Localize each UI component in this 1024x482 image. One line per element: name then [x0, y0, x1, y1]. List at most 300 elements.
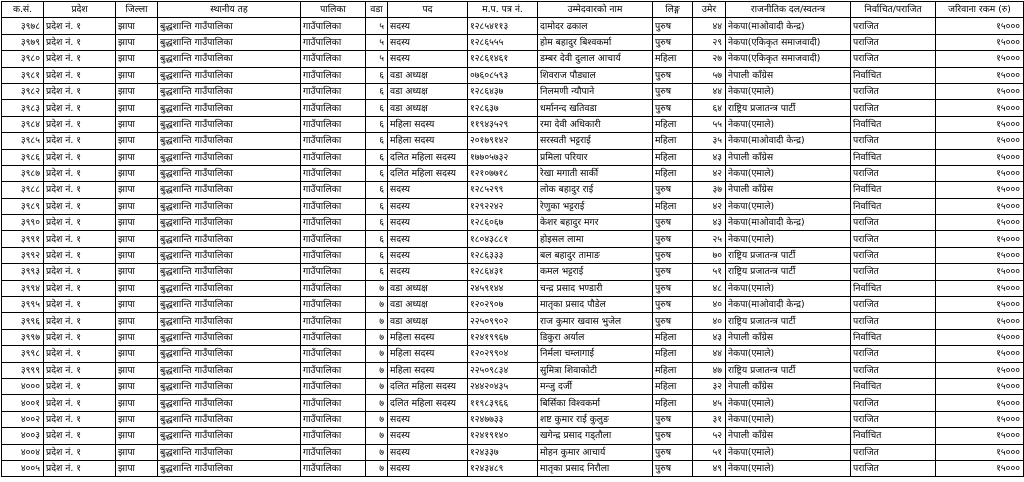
cell-province: प्रदेश नं. १: [44, 346, 116, 362]
cell-serial-number: ४०००: [2, 378, 44, 394]
cell-district: झापा: [116, 444, 158, 460]
cell-district: झापा: [116, 231, 158, 247]
cell-district: झापा: [116, 116, 158, 132]
table-row: [2, 215, 1024, 231]
cell-municipality-type: गाउँपालिका: [301, 329, 366, 345]
cell-ballot-number: १२०२९९०४: [468, 346, 538, 362]
cell-political-party: राष्ट्रिय प्रजातन्त्र पार्टी: [726, 247, 851, 263]
cell-age: २९: [693, 34, 726, 50]
cell-ward: ७: [366, 362, 388, 378]
table-row: [2, 247, 1024, 263]
header-gender: लिङ्ग: [653, 2, 693, 18]
cell-district: झापा: [116, 34, 158, 50]
cell-result: पराजित: [851, 51, 936, 67]
cell-result: पराजित: [851, 231, 936, 247]
cell-district: झापा: [116, 264, 158, 280]
cell-candidate-name: मोहन कुमार आचार्य: [538, 444, 653, 460]
cell-fine-amount: १५०००: [936, 444, 1024, 460]
table-row: [2, 231, 1024, 247]
cell-municipality-type: गाउँपालिका: [301, 34, 366, 50]
cell-result: पराजित: [851, 264, 936, 280]
cell-political-party: नेकपा(एमाले): [726, 198, 851, 214]
cell-serial-number: ३९८८: [2, 182, 44, 198]
cell-political-party: नेपाली काँग्रेस: [726, 428, 851, 444]
cell-province: प्रदेश नं. १: [44, 264, 116, 280]
cell-age: ३२: [693, 378, 726, 394]
cell-result: निर्वाचित: [851, 329, 936, 345]
header-result: निर्वाचित/पराजित: [851, 2, 936, 18]
cell-result: पराजित: [851, 215, 936, 231]
cell-ward: ५: [366, 18, 388, 34]
table-row: [2, 313, 1024, 329]
cell-result: पराजित: [851, 133, 936, 149]
cell-position: सदस्य: [388, 34, 468, 50]
table-row: [2, 83, 1024, 99]
cell-result: निर्वाचित: [851, 67, 936, 83]
table-row: [2, 329, 1024, 345]
cell-municipality-type: गाउँपालिका: [301, 460, 366, 476]
cell-gender: महिला: [653, 149, 693, 165]
cell-serial-number: ३९९३: [2, 264, 44, 280]
cell-age: ४२: [693, 165, 726, 181]
cell-result: पराजित: [851, 34, 936, 50]
cell-position: दलित महिला सदस्य: [388, 165, 468, 181]
cell-age: ३७: [693, 182, 726, 198]
cell-serial-number: ४००२: [2, 411, 44, 427]
cell-political-party: नेकपा(एमाले): [726, 116, 851, 132]
cell-province: प्रदेश नं. १: [44, 297, 116, 313]
cell-local-level: बुद्धशान्ति गाउँपालिका: [158, 378, 301, 394]
cell-ward: ७: [366, 346, 388, 362]
table-row: [2, 395, 1024, 411]
cell-local-level: बुद्धशान्ति गाउँपालिका: [158, 411, 301, 427]
header-fine-amount: जरिवाना रकम (रु): [936, 2, 1024, 18]
cell-ballot-number: १२०२९०७: [468, 297, 538, 313]
cell-position: सदस्य: [388, 444, 468, 460]
cell-local-level: बुद्धशान्ति गाउँपालिका: [158, 182, 301, 198]
cell-municipality-type: गाउँपालिका: [301, 247, 366, 263]
cell-gender: महिला: [653, 116, 693, 132]
cell-result: पराजित: [851, 362, 936, 378]
cell-local-level: बुद्धशान्ति गाउँपालिका: [158, 247, 301, 263]
cell-local-level: बुद्धशान्ति गाउँपालिका: [158, 460, 301, 476]
cell-political-party: नेकपा(एमाले): [726, 280, 851, 296]
cell-municipality-type: गाउँपालिका: [301, 411, 366, 427]
cell-position: दलित महिला सदस्य: [388, 395, 468, 411]
cell-district: झापा: [116, 165, 158, 181]
cell-position: सदस्य: [388, 51, 468, 67]
cell-municipality-type: गाउँपालिका: [301, 362, 366, 378]
cell-fine-amount: १५०००: [936, 428, 1024, 444]
cell-gender: पुरुष: [653, 215, 693, 231]
cell-ballot-number: ११९४३५२९: [468, 116, 538, 132]
cell-municipality-type: गाउँपालिका: [301, 133, 366, 149]
cell-municipality-type: गाउँपालिका: [301, 165, 366, 181]
cell-position: सदस्य: [388, 215, 468, 231]
cell-political-party: नेकपा(माओवादी केन्द्र): [726, 215, 851, 231]
header-district: जिल्ला: [116, 2, 158, 18]
cell-age: ४३: [693, 149, 726, 165]
cell-political-party: नेकपा(एकिकृत समाजवादी): [726, 34, 851, 50]
cell-political-party: नेकपा(एमाले): [726, 395, 851, 411]
cell-local-level: बुद्धशान्ति गाउँपालिका: [158, 280, 301, 296]
cell-district: झापा: [116, 428, 158, 444]
cell-candidate-name: होम बहादुर बिश्वकर्मा: [538, 34, 653, 50]
cell-ballot-number: ११९८३९६६: [468, 395, 538, 411]
cell-district: झापा: [116, 329, 158, 345]
header-political-party: राजनीतिक दल/स्वतन्त्र: [726, 2, 851, 18]
cell-candidate-name: डम्बर देवी दुलाल आचार्य: [538, 51, 653, 67]
cell-ballot-number: २४५९१४४: [468, 280, 538, 296]
cell-serial-number: ३९९८: [2, 346, 44, 362]
table-row: [2, 264, 1024, 280]
cell-position: महिला सदस्य: [388, 329, 468, 345]
cell-result: पराजित: [851, 395, 936, 411]
cell-position: वडा अध्यक्ष: [388, 280, 468, 296]
cell-position: सदस्य: [388, 411, 468, 427]
cell-age: ६४: [693, 100, 726, 116]
cell-result: निर्वाचित: [851, 378, 936, 394]
cell-province: प्रदेश नं. १: [44, 378, 116, 394]
header-row: [2, 2, 1024, 18]
cell-serial-number: ३९८९: [2, 198, 44, 214]
cell-municipality-type: गाउँपालिका: [301, 18, 366, 34]
cell-gender: पुरुष: [653, 18, 693, 34]
cell-candidate-name: लोक बहादुर राई: [538, 182, 653, 198]
cell-province: प्रदेश नं. १: [44, 313, 116, 329]
table-row: [2, 67, 1024, 83]
cell-ward: ६: [366, 247, 388, 263]
cell-serial-number: ३९९०: [2, 215, 44, 231]
cell-fine-amount: १५०००: [936, 67, 1024, 83]
table-row: [2, 297, 1024, 313]
cell-local-level: बुद्धशान्ति गाउँपालिका: [158, 346, 301, 362]
cell-fine-amount: १५०००: [936, 215, 1024, 231]
header-province: प्रदेश: [44, 2, 116, 18]
table-row: [2, 444, 1024, 460]
cell-fine-amount: १५०००: [936, 395, 1024, 411]
cell-ward: ७: [366, 280, 388, 296]
cell-district: झापा: [116, 67, 158, 83]
cell-political-party: नेकपा(एमाले): [726, 165, 851, 181]
cell-municipality-type: गाउँपालिका: [301, 198, 366, 214]
cell-result: निर्वाचित: [851, 182, 936, 198]
cell-ballot-number: १२४१९१४०: [468, 428, 538, 444]
cell-position: सदस्य: [388, 264, 468, 280]
cell-local-level: बुद्धशान्ति गाउँपालिका: [158, 297, 301, 313]
cell-ballot-number: १७७०५७३२: [468, 149, 538, 165]
table-body: [2, 18, 1024, 477]
cell-political-party: नेपाली काँग्रेस: [726, 378, 851, 394]
cell-result: पराजित: [851, 444, 936, 460]
cell-municipality-type: गाउँपालिका: [301, 346, 366, 362]
cell-serial-number: ३९९५: [2, 297, 44, 313]
cell-result: पराजित: [851, 411, 936, 427]
cell-fine-amount: १५०००: [936, 116, 1024, 132]
cell-local-level: बुद्धशान्ति गाउँपालिका: [158, 198, 301, 214]
cell-result: निर्वाचित: [851, 149, 936, 165]
cell-local-level: बुद्धशान्ति गाउँपालिका: [158, 116, 301, 132]
cell-candidate-name: निलमणी न्यौपाने: [538, 83, 653, 99]
cell-position: महिला सदस्य: [388, 346, 468, 362]
cell-fine-amount: १५०००: [936, 411, 1024, 427]
cell-candidate-name: सरस्वती भट्टराई: [538, 133, 653, 149]
cell-position: महिला सदस्य: [388, 362, 468, 378]
table-row: [2, 100, 1024, 116]
cell-result: पराजित: [851, 297, 936, 313]
table-row: [2, 378, 1024, 394]
cell-district: झापा: [116, 100, 158, 116]
cell-result: पराजित: [851, 100, 936, 116]
cell-candidate-name: धर्मानन्द खतिवडा: [538, 100, 653, 116]
cell-ballot-number: १८०४३८८१: [468, 231, 538, 247]
cell-ballot-number: २२५०९८३४: [468, 362, 538, 378]
cell-political-party: नेपाली काँग्रेस: [726, 67, 851, 83]
cell-candidate-name: चन्द्र प्रसाद भण्डारी: [538, 280, 653, 296]
cell-result: पराजित: [851, 247, 936, 263]
cell-ballot-number: २२५०९९०२: [468, 313, 538, 329]
cell-district: झापा: [116, 215, 158, 231]
cell-fine-amount: १५०००: [936, 460, 1024, 476]
cell-ballot-number: १२८५२९९: [468, 182, 538, 198]
cell-serial-number: ३९८५: [2, 133, 44, 149]
header-ballot-number: म.प. पत्र नं.: [468, 2, 538, 18]
cell-candidate-name: मातृका प्रसाद पौडेल: [538, 297, 653, 313]
cell-district: झापा: [116, 346, 158, 362]
candidate-results-table: [1, 1, 1024, 477]
cell-gender: महिला: [653, 378, 693, 394]
cell-district: झापा: [116, 182, 158, 198]
cell-political-party: नेपाली काँग्रेस: [726, 182, 851, 198]
cell-age: ४०: [693, 313, 726, 329]
cell-result: पराजित: [851, 18, 936, 34]
header-candidate-name: उम्मेदवारको नाम: [538, 2, 653, 18]
cell-candidate-name: डिकुरा अर्याल: [538, 329, 653, 345]
cell-local-level: बुद्धशान्ति गाउँपालिका: [158, 264, 301, 280]
cell-result: पराजित: [851, 83, 936, 99]
cell-gender: पुरुष: [653, 67, 693, 83]
cell-municipality-type: गाउँपालिका: [301, 395, 366, 411]
table-row: [2, 133, 1024, 149]
cell-fine-amount: १५०००: [936, 182, 1024, 198]
cell-position: सदस्य: [388, 18, 468, 34]
cell-age: ५७: [693, 67, 726, 83]
cell-district: झापा: [116, 460, 158, 476]
cell-ballot-number: १२४३४८९: [468, 460, 538, 476]
cell-local-level: बुद्धशान्ति गाउँपालिका: [158, 83, 301, 99]
cell-serial-number: ३९८०: [2, 51, 44, 67]
cell-position: वडा अध्यक्ष: [388, 83, 468, 99]
cell-gender: पुरुष: [653, 313, 693, 329]
cell-political-party: नेकपा(एमाले): [726, 460, 851, 476]
cell-ward: ६: [366, 165, 388, 181]
cell-serial-number: ३९७८: [2, 18, 44, 34]
cell-position: वडा अध्यक्ष: [388, 313, 468, 329]
cell-ward: ७: [366, 378, 388, 394]
cell-municipality-type: गाउँपालिका: [301, 215, 366, 231]
cell-district: झापा: [116, 51, 158, 67]
cell-position: सदस्य: [388, 182, 468, 198]
cell-political-party: नेपाली काँग्रेस: [726, 329, 851, 345]
cell-fine-amount: १५०००: [936, 346, 1024, 362]
cell-political-party: नेकपा(एमाले): [726, 411, 851, 427]
cell-age: ४३: [693, 215, 726, 231]
cell-candidate-name: सुमित्रा शिवाकोटी: [538, 362, 653, 378]
cell-gender: महिला: [653, 51, 693, 67]
table-row: [2, 165, 1024, 181]
cell-local-level: बुद्धशान्ति गाउँपालिका: [158, 362, 301, 378]
cell-candidate-name: मन्जु दर्जी: [538, 378, 653, 394]
cell-ward: ६: [366, 215, 388, 231]
cell-local-level: बुद्धशान्ति गाउँपालिका: [158, 51, 301, 67]
table-row: [2, 198, 1024, 214]
cell-position: दलित महिला सदस्य: [388, 378, 468, 394]
cell-province: प्रदेश नं. १: [44, 411, 116, 427]
cell-candidate-name: रेणुका भट्टराई: [538, 198, 653, 214]
cell-position: सदस्य: [388, 198, 468, 214]
cell-ballot-number: १२८६४३१: [468, 264, 538, 280]
table-row: [2, 362, 1024, 378]
cell-age: ४९: [693, 460, 726, 476]
cell-serial-number: ३९९२: [2, 247, 44, 263]
cell-candidate-name: रमा देवी अधिकारी: [538, 116, 653, 132]
cell-candidate-name: शष्ट कुमार राई कुलुङ: [538, 411, 653, 427]
cell-gender: पुरुष: [653, 100, 693, 116]
cell-position: वडा अध्यक्ष: [388, 100, 468, 116]
cell-political-party: राष्ट्रिय प्रजातन्त्र पार्टी: [726, 362, 851, 378]
header-local-level: स्थानीय तह: [158, 2, 301, 18]
cell-province: प्रदेश नं. १: [44, 133, 116, 149]
cell-fine-amount: १५०००: [936, 18, 1024, 34]
cell-result: पराजित: [851, 313, 936, 329]
cell-gender: महिला: [653, 133, 693, 149]
cell-ward: ७: [366, 444, 388, 460]
cell-ward: ७: [366, 313, 388, 329]
cell-serial-number: ३९८३: [2, 100, 44, 116]
cell-district: झापा: [116, 83, 158, 99]
cell-local-level: बुद्धशान्ति गाउँपालिका: [158, 133, 301, 149]
cell-ballot-number: १२४७७३३: [468, 411, 538, 427]
cell-position: महिला सदस्य: [388, 133, 468, 149]
cell-district: झापा: [116, 133, 158, 149]
cell-municipality-type: गाउँपालिका: [301, 182, 366, 198]
cell-ward: ५: [366, 51, 388, 67]
cell-fine-amount: १५०००: [936, 313, 1024, 329]
cell-age: ५१: [693, 264, 726, 280]
cell-province: प्रदेश नं. १: [44, 100, 116, 116]
cell-fine-amount: १५०००: [936, 51, 1024, 67]
cell-fine-amount: १५०००: [936, 149, 1024, 165]
cell-province: प्रदेश नं. १: [44, 51, 116, 67]
cell-political-party: नेपाली काँग्रेस: [726, 149, 851, 165]
cell-position: दलित महिला सदस्य: [388, 149, 468, 165]
cell-age: २७: [693, 51, 726, 67]
cell-fine-amount: १५०००: [936, 264, 1024, 280]
cell-fine-amount: १५०००: [936, 329, 1024, 345]
cell-gender: पुरुष: [653, 444, 693, 460]
cell-ward: ७: [366, 329, 388, 345]
cell-age: ५५: [693, 116, 726, 132]
cell-political-party: नेकपा(एमाले): [726, 231, 851, 247]
cell-municipality-type: गाउँपालिका: [301, 67, 366, 83]
cell-province: प्रदेश नं. १: [44, 329, 116, 345]
cell-ward: ६: [366, 67, 388, 83]
cell-municipality-type: गाउँपालिका: [301, 116, 366, 132]
cell-municipality-type: गाउँपालिका: [301, 297, 366, 313]
cell-ballot-number: २४४२०४३५: [468, 378, 538, 394]
table-row: [2, 280, 1024, 296]
cell-serial-number: ४००४: [2, 444, 44, 460]
cell-result: पराजित: [851, 346, 936, 362]
cell-political-party: नेकपा(एमाले): [726, 444, 851, 460]
cell-age: ४०: [693, 297, 726, 313]
cell-ward: ७: [366, 460, 388, 476]
cell-candidate-name: दामोदर ढकाल: [538, 18, 653, 34]
cell-province: प्रदेश नं. १: [44, 198, 116, 214]
cell-fine-amount: १५०००: [936, 165, 1024, 181]
cell-age: ४२: [693, 198, 726, 214]
cell-fine-amount: १५०००: [936, 231, 1024, 247]
cell-candidate-name: रेखा मगाती सार्की: [538, 165, 653, 181]
cell-candidate-name: बिर्सिका विश्वकर्मा: [538, 395, 653, 411]
cell-ward: ६: [366, 264, 388, 280]
cell-serial-number: ३९८१: [2, 67, 44, 83]
cell-serial-number: ३९९९: [2, 362, 44, 378]
cell-municipality-type: गाउँपालिका: [301, 264, 366, 280]
cell-age: ४४: [693, 346, 726, 362]
cell-political-party: नेकपा(माओवादी केन्द्र): [726, 297, 851, 313]
cell-candidate-name: कमल भट्टराई: [538, 264, 653, 280]
cell-province: प्रदेश नं. १: [44, 182, 116, 198]
table-row: [2, 460, 1024, 476]
cell-result: निर्वाचित: [851, 428, 936, 444]
table-row: [2, 18, 1024, 34]
cell-political-party: नेकपा(एमाले): [726, 346, 851, 362]
cell-fine-amount: १५०००: [936, 378, 1024, 394]
cell-ward: ६: [366, 100, 388, 116]
cell-fine-amount: १५०००: [936, 297, 1024, 313]
cell-municipality-type: गाउँपालिका: [301, 444, 366, 460]
cell-ballot-number: २०१७९१४२: [468, 133, 538, 149]
cell-district: झापा: [116, 247, 158, 263]
cell-district: झापा: [116, 280, 158, 296]
cell-position: महिला सदस्य: [388, 116, 468, 132]
cell-ballot-number: १२१०७७१८: [468, 165, 538, 181]
cell-ward: ७: [366, 395, 388, 411]
cell-district: झापा: [116, 411, 158, 427]
cell-province: प्रदेश नं. १: [44, 247, 116, 263]
cell-district: झापा: [116, 313, 158, 329]
cell-province: प्रदेश नं. १: [44, 165, 116, 181]
cell-district: झापा: [116, 395, 158, 411]
cell-province: प्रदेश नं. १: [44, 231, 116, 247]
cell-ballot-number: १२८६५५५: [468, 34, 538, 50]
cell-local-level: बुद्धशान्ति गाउँपालिका: [158, 100, 301, 116]
cell-candidate-name: बल बहादुर तामाङ: [538, 247, 653, 263]
cell-local-level: बुद्धशान्ति गाउँपालिका: [158, 165, 301, 181]
cell-political-party: राष्ट्रिय प्रजातन्त्र पार्टी: [726, 264, 851, 280]
cell-ward: ७: [366, 428, 388, 444]
cell-position: सदस्य: [388, 247, 468, 263]
cell-ballot-number: १२८६३७: [468, 100, 538, 116]
cell-ward: ७: [366, 411, 388, 427]
cell-gender: पुरुष: [653, 280, 693, 296]
header-age: उमेर: [693, 2, 726, 18]
cell-district: झापा: [116, 18, 158, 34]
cell-result: निर्वाचित: [851, 198, 936, 214]
cell-result: पराजित: [851, 460, 936, 476]
table-row: [2, 149, 1024, 165]
